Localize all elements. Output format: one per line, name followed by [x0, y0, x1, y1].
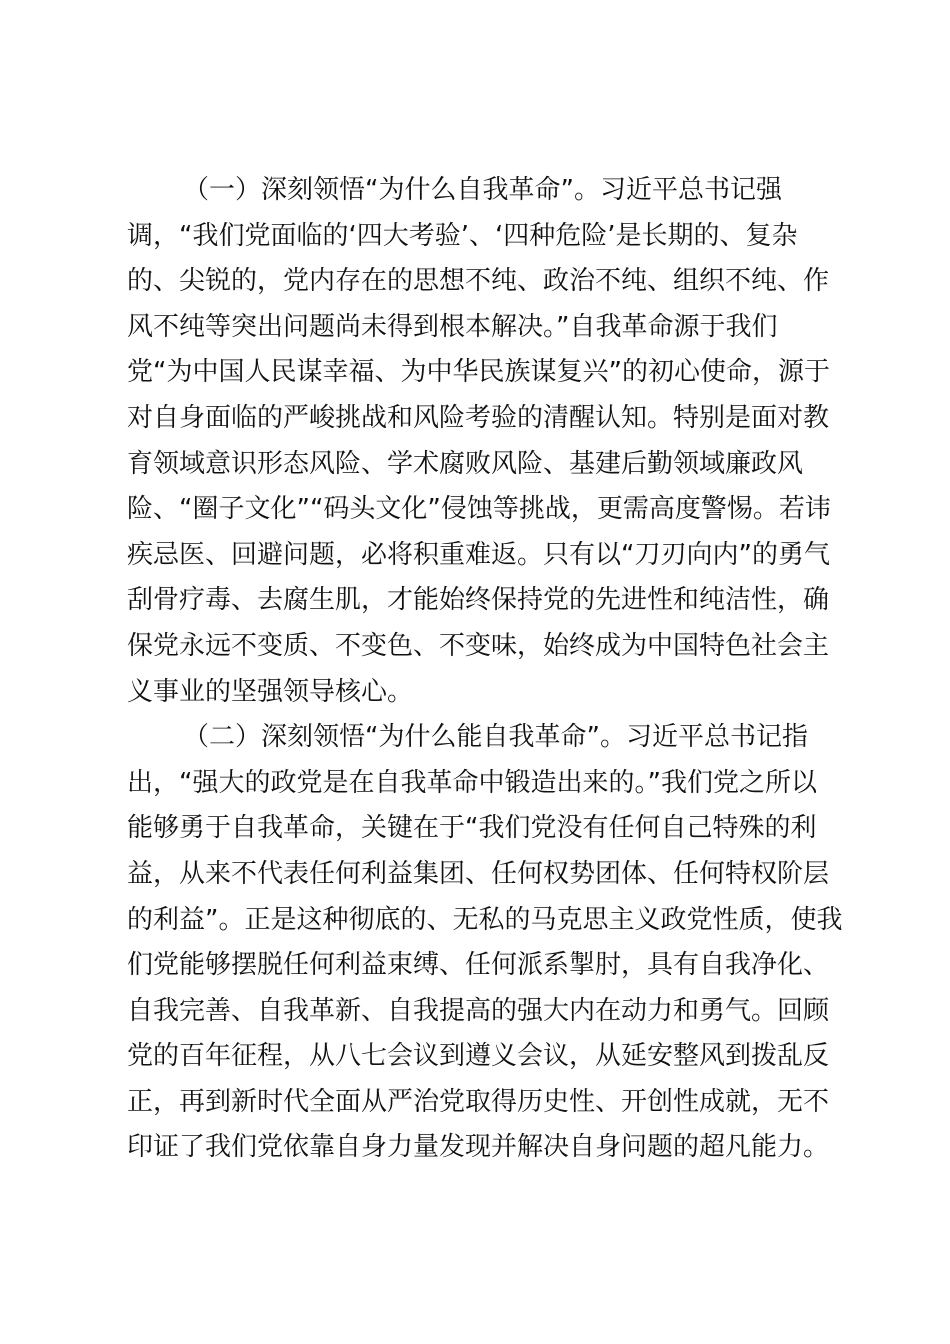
text-line: 的、尖锐的，党内存在的思想不纯、政治不纯、组织不纯、作: [127, 266, 830, 297]
text-line: 刮骨疗毒、去腐生肌，才能始终保持党的先进性和纯洁性，确: [127, 585, 830, 616]
text-line: 对自身面临的严峻挑战和风险考验的清醒认知。特别是面对教: [127, 402, 830, 433]
text-line: 能够勇于自我革命，关键在于“我们党没有任何自己特殊的利: [127, 813, 817, 844]
paragraph-2: [127, 715, 843, 1171]
text-line: 义事业的坚强领导核心。: [127, 676, 414, 707]
text-line: 党“为中国人民谋幸福、为中华民族谋复兴”的初心使命，源于: [127, 357, 830, 388]
text-line: （一）深刻领悟“为什么自我革命”。习近平总书记强: [183, 175, 782, 205]
text-line: 保党永远不变质、不变色、不变味，始终成为中国特色社会主: [127, 630, 830, 661]
text-line: （二）深刻领悟“为什么能自我革命”。习近平总书记指: [183, 722, 808, 753]
text-line: 自我完善、自我革新、自我提高的强大内在动力和勇气。回顾: [127, 995, 830, 1026]
text-line: 风不纯等突出问题尚未得到根本解决。”自我革命源于我们: [127, 311, 778, 342]
text-line: 印证了我们党依靠自身力量发现并解决自身问题的超凡能力。: [127, 1132, 830, 1163]
text-line: 的利益”。正是这种彻底的、无私的马克思主义政党性质，使我: [127, 904, 843, 935]
text-line: 调，“我们党面临的‘四大考验’、‘四种危险’是长期的、复杂: [127, 220, 798, 251]
text-line: 党的百年征程，从八七会议到遵义会议，从延安整风到拨乱反: [127, 1041, 830, 1072]
text-line: 正，再到新时代全面从严治党取得历史性、开创性成就，无不: [127, 1086, 830, 1117]
text-line: 险、“圈子文化”“码头文化”侵蚀等挑战，更需高度警惕。若讳: [127, 494, 831, 525]
text-line: 出，“强大的政党是在自我革命中锻造出来的。”我们党之所以: [127, 767, 817, 798]
text-line: 们党能够摆脱任何利益束缚、任何派系掣肘，具有自我净化、: [127, 950, 830, 981]
document-body: [127, 168, 843, 1171]
text-line: 育领域意识形态风险、学术腐败风险、基建后勤领域廉政风: [127, 448, 804, 479]
text-line: 疾忌医、回避问题，必将积重难返。只有以“刀刃向内”的勇气: [127, 539, 830, 570]
paragraph-1: [127, 168, 831, 715]
text-line: 益，从来不代表任何利益集团、任何权势团体、任何特权阶层: [127, 858, 830, 889]
